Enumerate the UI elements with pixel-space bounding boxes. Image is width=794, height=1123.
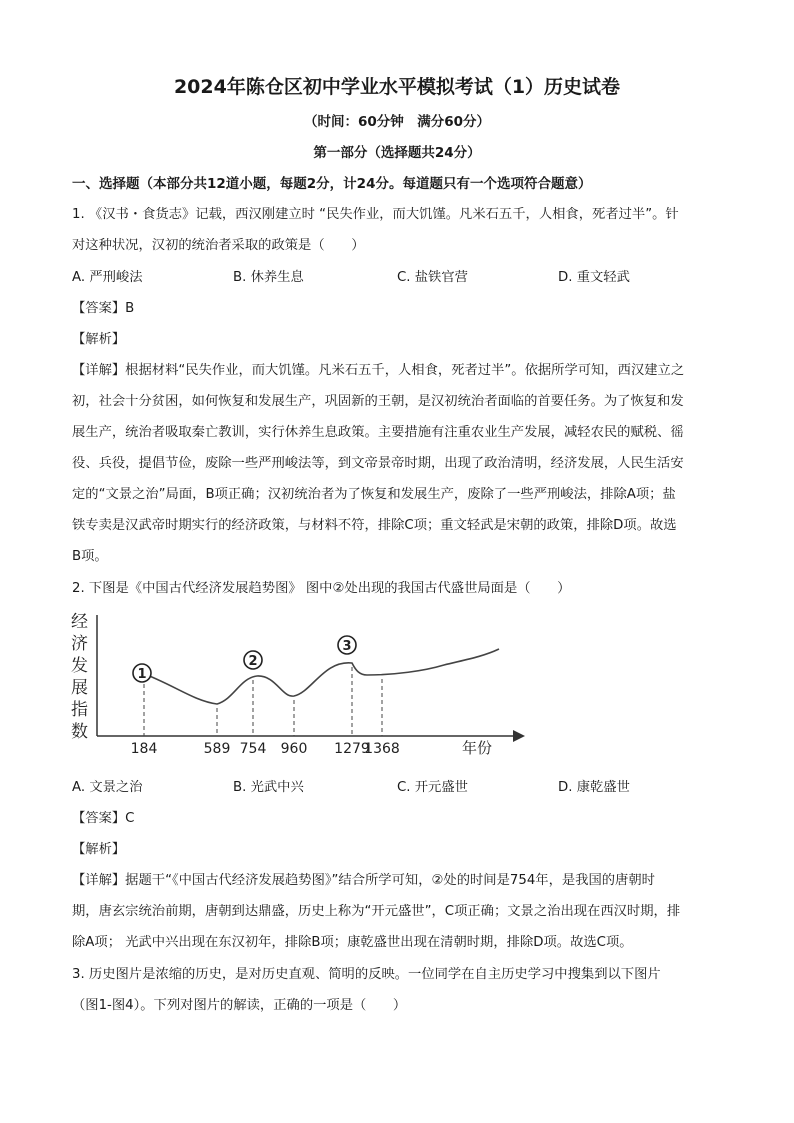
q2-option-d[interactable]: D. 康乾盛世 xyxy=(558,780,630,795)
x-tick-label: 184 xyxy=(130,741,158,757)
q1-detail-line: 役、兵役，提倡节俭，废除一些严刑峻法等，到文帝景帝时期，出现了政治清明，经济发展，人民生活安 xyxy=(72,456,684,471)
exam-time-info: （时间：60分钟 满分60分） xyxy=(303,114,491,130)
q1-option-d[interactable]: D. 重文轻武 xyxy=(558,270,630,285)
q1-answer: 【答案】B xyxy=(72,301,135,316)
economy-trend-chart xyxy=(64,603,526,761)
q2-detail-line: 【详解】据题干“《中国古代经济发展趋势图》”结合所学可知，②处的时间是754年，是我国的唐朝时 xyxy=(72,873,655,888)
y-axis-label-char: 济 xyxy=(71,634,88,654)
q2-detail-line: 期，唐玄宗统治前期，唐朝到达鼎盛，历史上称为“开元盛世”，C项正确；文景之治出现在西汉时期，排 xyxy=(72,904,681,919)
q1-detail-line: 定的“文景之治”局面，B项正确；汉初统治者为了恢复和发展生产，废除了一些严刑峻法，排除A项；盐 xyxy=(72,487,676,502)
q2-option-c[interactable]: C. 开元盛世 xyxy=(397,780,468,795)
marker-label: 1 xyxy=(137,667,147,682)
q1-stem-line2: 对这种状况，汉初的统治者采取的政策是（ ） xyxy=(72,238,365,253)
y-axis-label-char: 指 xyxy=(71,700,88,720)
q1-detail-line: 【详解】根据材料“民失作业，而大饥馑。凡米石五千，人相食，死者过半”。依据所学可知，西汉建立之 xyxy=(72,363,685,378)
y-axis-label xyxy=(71,612,88,742)
x-tick-label: 960 xyxy=(280,741,308,757)
y-axis-label-char: 展 xyxy=(71,678,88,698)
q2-analysis-label: 【解析】 xyxy=(72,842,126,857)
q1-stem-line1: 1. 《汉书・食货志》记载，西汉刚建立时 “民失作业，而大饥馑。凡米石五千，人相食，死者过半”。针 xyxy=(72,207,679,222)
x-tick-label: 589 xyxy=(203,741,231,757)
q2-detail-line: 除A项； 光武中兴出现在东汉初年，排除B项；康乾盛世出现在清朝时期，排除D项。故选C项。 xyxy=(72,935,633,950)
q2-option-b[interactable]: B. 光武中兴 xyxy=(233,780,304,795)
q3-stem-line2: （图1-图4）。下列对图片的解读，正确的一项是（ ） xyxy=(72,998,407,1013)
page-title: 2024年陈仓区初中学业水平模拟考试（1）历史试卷 xyxy=(173,76,621,98)
q1-analysis-label: 【解析】 xyxy=(72,332,126,347)
marker-label: 2 xyxy=(248,654,258,669)
section-heading: 一、选择题（本部分共12道小题，每题2分，计24分。每道题只有一个选项符合题意） xyxy=(72,176,592,192)
q1-detail-line: B项。 xyxy=(72,549,108,564)
x-axis-label: 年份 xyxy=(462,739,493,757)
part-title: 第一部分（选择题共24分） xyxy=(313,145,481,161)
q1-detail-line: 初，社会十分贫困，如何恢复和发展生产，巩固新的王朝，是汉初统治者面临的首要任务。为了恢复和发 xyxy=(72,394,684,409)
x-tick-label: 754 xyxy=(239,741,267,757)
q1-option-a[interactable]: A. 严刑峻法 xyxy=(72,270,143,285)
q2-option-a[interactable]: A. 文景之治 xyxy=(72,780,143,795)
trend-line xyxy=(142,649,499,704)
q3-stem-line1: 3. 历史图片是浓缩的历史，是对历史直观、简明的反映。一位同学在自主历史学习中搜集到以下图片 xyxy=(72,967,661,982)
q1-detail-line: 展生产，统治者吸取秦亡教训，实行休养生息政策。主要措施有注重农业生产发展，减轻农民的赋税、徭 xyxy=(72,425,684,440)
y-axis-label-char: 发 xyxy=(71,656,88,676)
q1-option-b[interactable]: B. 休养生息 xyxy=(233,270,304,285)
q2-stem: 2. 下图是《中国古代经济发展趋势图》 图中②处出现的我国古代盛世局面是（ ） xyxy=(72,581,571,596)
y-axis-label-char: 数 xyxy=(71,722,88,742)
q1-option-c[interactable]: C. 盐铁官营 xyxy=(397,270,468,285)
q2-answer: 【答案】C xyxy=(72,811,135,826)
marker-label: 3 xyxy=(342,639,352,654)
y-axis-label-char: 经 xyxy=(71,612,88,632)
x-tick-label: 1368 xyxy=(364,741,400,757)
x-tick-label: 1279 xyxy=(334,741,370,757)
q1-detail-line: 铁专卖是汉武帝时期实行的经济政策，与材料不符，排除C项；重文轻武是宋朝的政策，排除D项。故选 xyxy=(72,518,677,533)
